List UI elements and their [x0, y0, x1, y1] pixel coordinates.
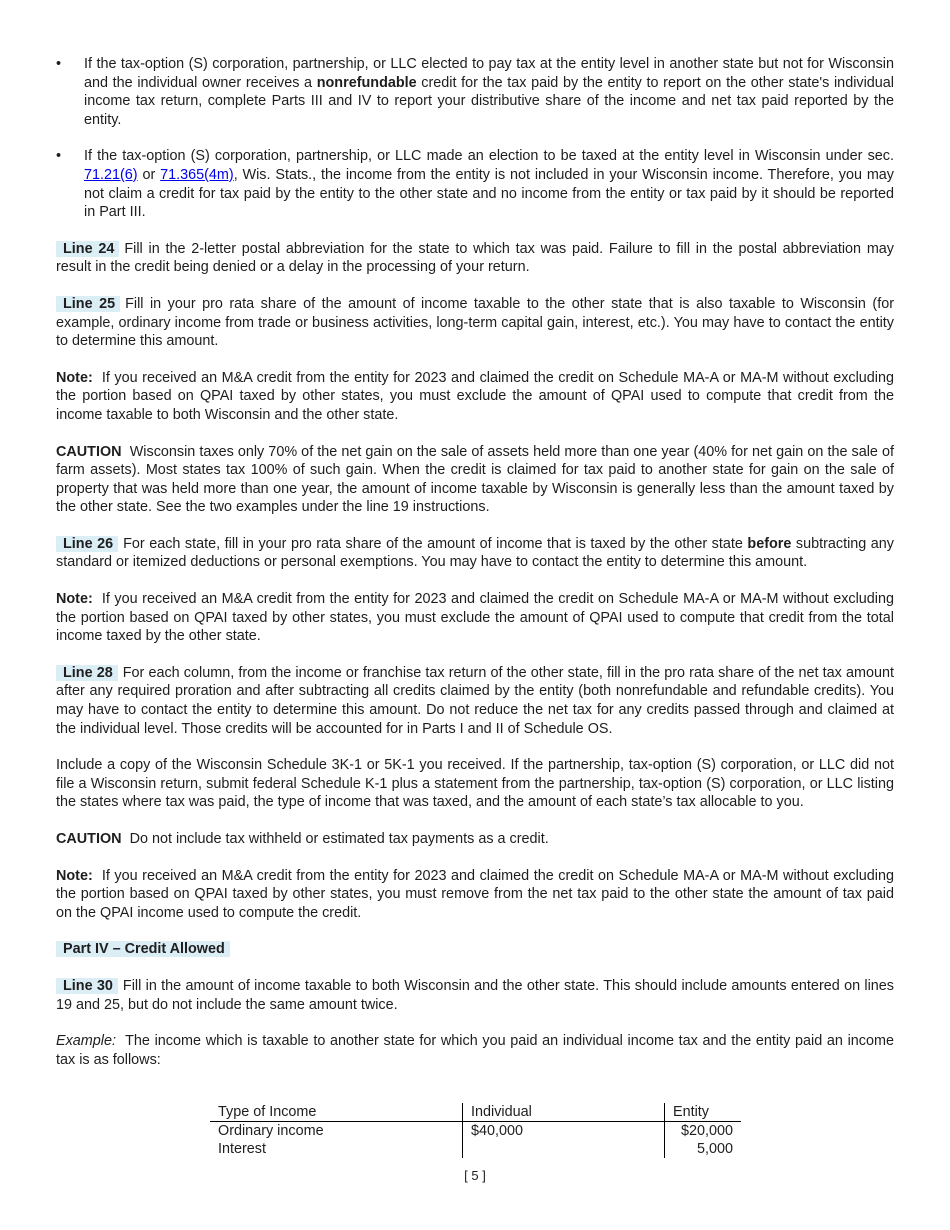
line-label: Line 28	[56, 665, 118, 681]
statute-link-71-21-6[interactable]: 71.21(6)	[84, 166, 138, 183]
bullet-text: If the tax-option (S) corporation, partnership, or LLC made an election to be taxed at the entity level in Wisconsin under sec. 71.21(6) or 71.365(4m), Wis. Stats., the income from the entity is not included in your Wisconsin income. Therefore, you may not claim a credit for tax paid by the entity to the other state and no income from the entity or tax paid by it should be reported in Part III.	[84, 148, 895, 221]
note-paragraph: Note: If you received an M&A credit from the entity for 2023 and claimed the credit on Schedule MA-A or MA-M without excluding the portion based on QPAI taxed by other states, you must exclude the amount of QPAI used to compute that credit from the income taxable to both Wisconsin and the other state.	[56, 369, 894, 423]
note-paragraph: Note: If you received an M&A credit from the entity for 2023 and claimed the credit on Schedule MA-A or MA-M without excluding the portion based on QPAI taxed by other states, you must exclude the amount of QPAI used to compute that credit from the total income taxed by the other state.	[56, 591, 894, 645]
line-25-instruction: Line 25 Fill in your pro rata share of the amount of income taxable to the other state that is also taxable to Wisconsin (for example, ordinary income from trade or business activities, long-term capital gain, interest, etc.). You may have to contact the entity to determine this amount.	[56, 295, 894, 350]
table-row	[210, 1122, 741, 1141]
bullet-dot: •	[56, 56, 62, 72]
document-body	[56, 55, 894, 1069]
column-header: Individual	[463, 1103, 665, 1122]
line-30-instruction: Line 30 Fill in the amount of income taxable to both Wisconsin and the other state. This should include amounts entered on lines 19 and 25, but do not include the same amount twice.	[56, 977, 894, 1013]
line-26-instruction: Line 26 For each state, fill in your pro rata share of the amount of income that is taxed by the other state before subtracting any standard or itemized deductions or personal exemptions. You may have to contact the entity to determine this amount.	[56, 535, 895, 571]
line-28-instruction: Line 28 For each column, from the income or franchise tax return of the other state, fill in the pro rata share of the net tax amount after any required proration and after subtracting all credits claimed by the entity (both nonrefundable and refundable credits). You may have to contact the entity to determine this amount. Do not reduce the net tax for any credits passed through and claimed at the individual level. Those credits will be accounted for in Parts I and II of Schedule OS.	[56, 664, 894, 737]
page-number: [ 5 ]	[464, 1168, 486, 1183]
line-label: Line 30	[56, 978, 118, 994]
bullet-dot: •	[56, 148, 62, 165]
column-header: Entity	[665, 1103, 742, 1122]
statute-link-71-365-4m[interactable]: 71.365(4m)	[160, 166, 234, 183]
bullet-item	[56, 55, 894, 129]
caution-paragraph: CAUTION Do not include tax withheld or estimated tax payments as a credit.	[56, 831, 549, 847]
bullet-item	[56, 147, 894, 221]
section-label: Part IV – Credit Allowed	[56, 941, 230, 957]
table-header-row	[210, 1103, 741, 1122]
example-paragraph: Example: The income which is taxable to another state for which you paid an individual income tax and the entity paid an income tax is as follows:	[56, 1033, 894, 1068]
column-header: Type of Income	[210, 1103, 463, 1122]
part-iv-heading	[56, 940, 894, 959]
caution-paragraph: CAUTION Wisconsin taxes only 70% of the net gain on the sale of assets held more than one year (40% for net gain on the sale of farm assets). Most states tax 100% of such gain. When the credit is claimed for tax paid to another state for gain on the sale of property that was held more than one year, the amount of income taxable by Wisconsin is generally less than the amount taxed by the other state. See the two examples under the line 19 instructions.	[56, 443, 894, 516]
line-label: Line 24	[56, 241, 119, 257]
income-example-table	[210, 1103, 741, 1158]
table-cell: Interest	[218, 1141, 266, 1157]
line-24-instruction: Line 24 Fill in the 2-letter postal abbreviation for the state to which tax was paid. Failure to fill in the postal abbreviation may result in the credit being denied or a delay in the processing of your return.	[56, 240, 895, 276]
table-cell: 5,000	[665, 1140, 742, 1158]
table-cell: Ordinary income	[218, 1123, 324, 1139]
note-paragraph: Note: If you received an M&A credit from the entity for 2023 and claimed the credit on Schedule MA-A or MA-M without excluding the portion based on QPAI taxed by other states, you must remove from the net tax paid to the other state the amount of tax paid on the QPAI income used to compute the credit.	[56, 867, 894, 921]
line-label: Line 25	[56, 296, 120, 312]
bullet-text: If the tax-option (S) corporation, partnership, or LLC elected to pay tax at the entity level in another state but not for Wisconsin and the individual owner receives a nonrefundable credit for the tax paid by the entity to report on the other state's individual income tax return, complete Parts III and IV to report your distributive share of the income and net tax paid reported by the entity.	[84, 56, 894, 128]
table-cell: $20,000	[665, 1122, 742, 1141]
include-copy-paragraph: Include a copy of the Wisconsin Schedule 3K-1 or 5K-1 you received. If the partnership, tax-option (S) corporation, or LLC did not file a Wisconsin return, submit federal Schedule K-1 plus a statement from the partnership, tax-option (S) corporation, or LLC listing the states where tax was paid, the type of income that was taxed, and the amount of each state’s tax allocable to you.	[56, 757, 894, 811]
table-cell	[463, 1140, 665, 1158]
table-row	[210, 1140, 741, 1158]
table-cell: $40,000	[463, 1122, 665, 1141]
line-label: Line 26	[56, 536, 118, 552]
